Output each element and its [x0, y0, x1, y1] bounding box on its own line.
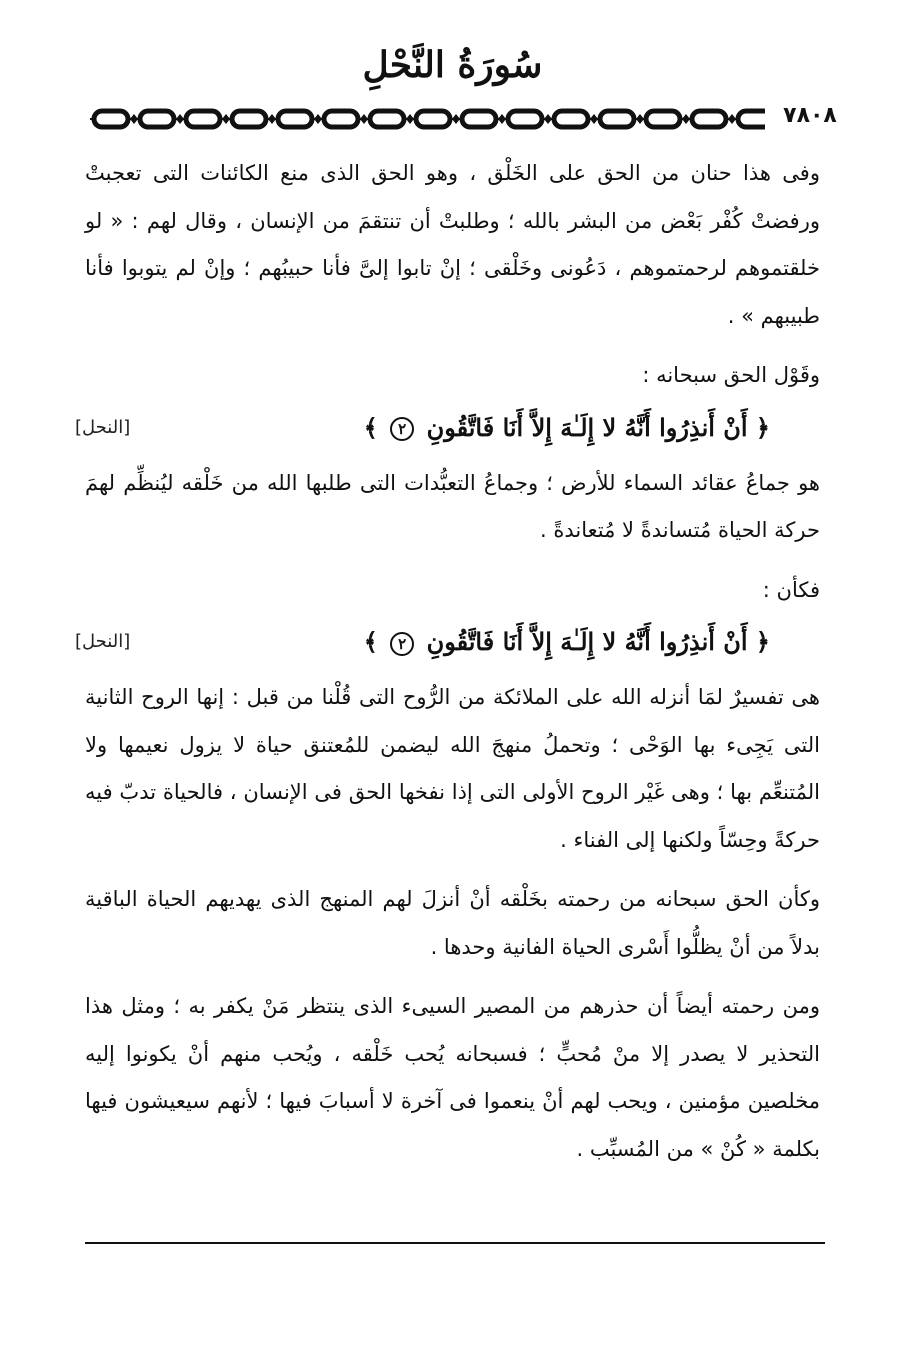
footer-divider [85, 1242, 825, 1244]
paragraph-2: وقَوْل الحق سبحانه : [642, 363, 820, 387]
verse-text [364, 618, 770, 666]
verse-number-badge: ٢ [390, 417, 414, 441]
verse-close-bracket: ﴾ [363, 412, 378, 442]
verse-words: ﴿ أَنْ أَنذِرُوا أَنَّهُ لا إِلَـٰهَ إِلاَّ أَنَا فَاتَّقُونِ [426, 627, 770, 656]
surah-reference: [النحل] [75, 416, 131, 438]
page-number: ٧٨٠٨ [765, 98, 855, 134]
verse-text [364, 404, 770, 452]
paragraph-5: هى تفسيرٌ لمَا أنزله الله على الملائكة من الرُّوح التى قُلْنا من قبل : إنها الروح الثانية التى يَجِىء بها الوَحْى ؛ وتحملُ منهجَ الله ليضمن للمُعتنق حياة لا يزول نعيمها ولا المُتنعِّم بها ؛ وهى غَيْر الروح الأولى التى إذا نفخها الحق فى الإنسان ، فالحياة تدبّ فيه حركةً وحِسّاً ولكنها إلى الفناء . [85, 685, 820, 852]
paragraph-3: هو جماعُ عقائد السماء للأرض ؛ وجماعُ التعبُّدات التى طلبها الله من خَلْقه ليُنظِّم لهمَ حركة الحياة مُتساندةً لا مُتعاندةً . [85, 470, 820, 542]
verse-close-bracket: ﴾ [363, 627, 378, 656]
paragraph-6: وكأن الحق سبحانه من رحمته بخَلْقه أنْ أنزلَ لهم المنهج الذى يهديهم الحياة الباقية بدلاً من أنْ يظلُّوا أَسْرى الحياة الفانية وحدها . [85, 887, 820, 959]
verse-number-badge: ٢ [390, 632, 414, 656]
surah-title: سُورَةُ النَّحْلِ [362, 44, 543, 86]
paragraph-4: فكأن : [762, 577, 820, 602]
surah-reference: [النحل] [75, 631, 131, 652]
paragraph-1: وفى هذا حنان من الحق على الخَلْق ، وهو الحق الذى منع الكائنات التى تعجبتْ ورفضتْ كُفْر بَعْض من البشر بالله ؛ وطلبتْ أن تنتقمَ من الإنسان ، وقال لهم : « لو خلقتموهم لرحمتموهم ، دَعُونى وخَلْقى ؛ إنْ تابوا إلىَّ فأنا حبيبُهم ؛ وإنْ لم يتوبوا فأنا طبيبهم » . [85, 161, 820, 328]
commentary-body [75, 150, 820, 1173]
verse-words: ﴿ أَنْ أَنذِرُوا أَنَّهُ لا إِلَـٰهَ إِلاَّ أَنَا فَاتَّقُونِ [426, 412, 770, 442]
quran-verse-1 [75, 404, 820, 452]
quran-verse-2 [75, 618, 820, 666]
paragraph-7: ومن رحمته أيضاً أن حذرهم من المصير السيىء الذى ينتظر مَنْ يكفر به ؛ ومثل هذا التحذير لا يصدر إلا منْ مُحبٍّ ؛ فسبحانه يُحب خَلْقه ، ويُحب منهم أنْ يكونوا إليه مخلصين مؤمنين ، ويحب لهم أنْ ينعموا فى آخرة لا أسبابَ فيها ؛ لأنهم سيعيشون فيها بكلمة « كُنْ » من المُسبِّب . [85, 994, 820, 1161]
header-ornament-border [90, 101, 830, 137]
